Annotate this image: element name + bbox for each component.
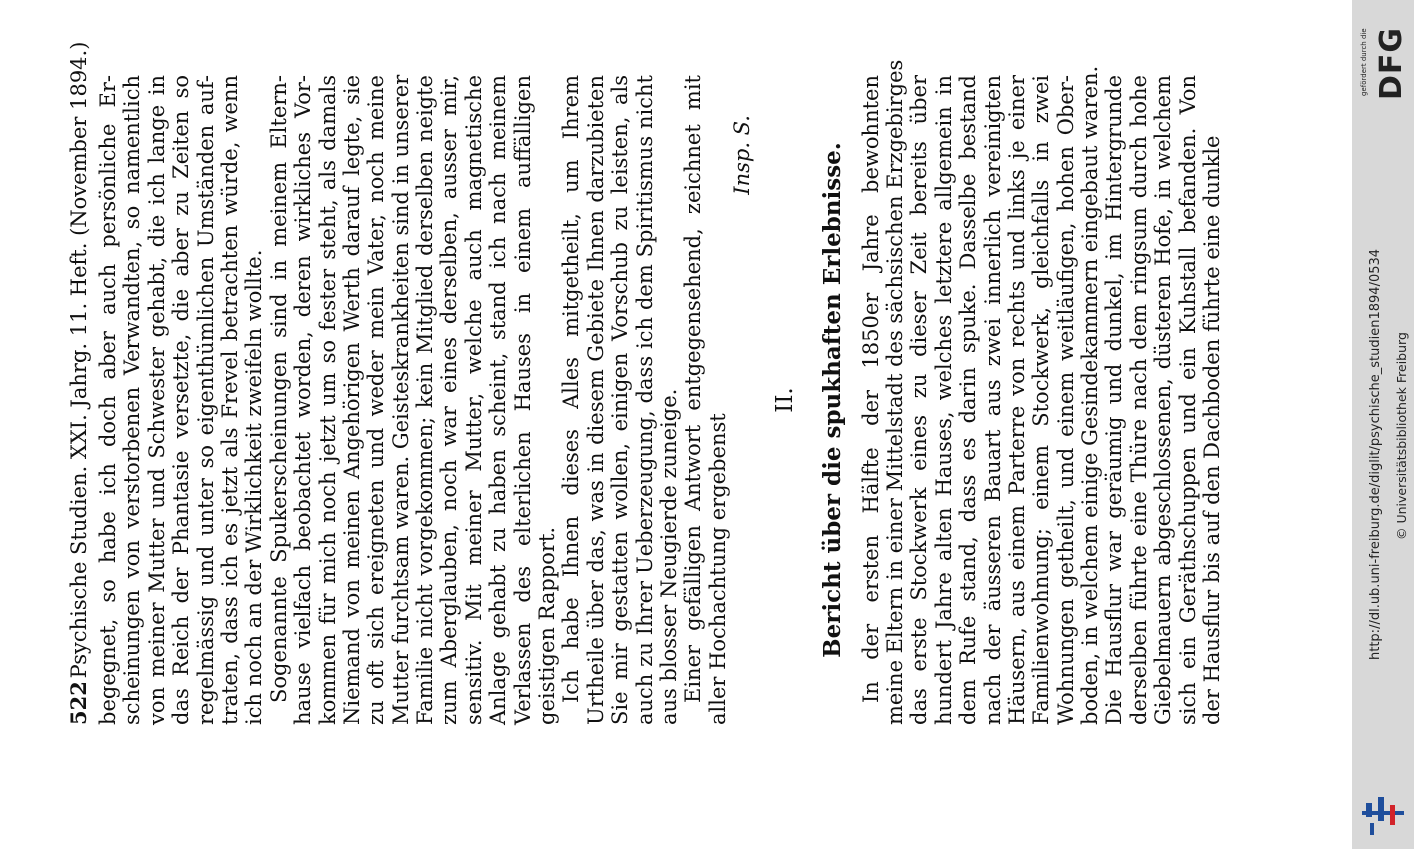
text-line: geistigen Rapport. <box>535 526 560 725</box>
text-line: sich ein Geräthschuppen und ein Kuhstall befanden. Von <box>1175 75 1200 725</box>
text-line: derselben führte eine Thüre nach dem ringsum durch hohe <box>1126 75 1151 725</box>
text-line: Anlage gehabt zu haben scheint, stand ich nach meinem <box>486 75 511 725</box>
text-line: zum Aberglauben, noch war eines derselben, ausser mir, <box>437 75 462 725</box>
text-line: von meiner Mutter und Schwester gehabt, die ich lange in <box>144 75 169 725</box>
text-line: sensitiv. Mit meiner Mutter, welche auch magnetische <box>461 75 486 725</box>
text-line: Niemand von meinen Angehörigen Werth darauf legte, sie <box>339 75 364 725</box>
text-line: Ich habe Ihnen dieses Alles mitgetheilt, um Ihrem <box>559 75 584 703</box>
section-title: Bericht über die spukhaften Erlebnisse. <box>818 142 846 658</box>
page-text-block <box>62 41 1242 725</box>
text-line: meine Eltern in einer Mittelstadt des sächsischen Erzgebirges <box>882 59 907 725</box>
paragraph-2 <box>267 75 560 725</box>
signature: Insp. S. <box>730 115 755 195</box>
text-line: Urtheile über das, was in diesem Gebiete Ihnen darzubieten <box>583 75 608 725</box>
source-url-link[interactable]: http://dl.ub.uni-freiburg.de/diglit/psychische_studien1894/0534 <box>1368 248 1383 660</box>
text-line: scheinungen von verstorbenen Verwandten, so namentlich <box>120 75 145 725</box>
text-line: Sogenannte Spukerscheinungen sind in meinem Eltern- <box>266 75 291 703</box>
text-line: boden, in welchem einige Gesindekammern eingebaut waren. <box>1078 65 1103 725</box>
running-title: Psychische Studien. XXI. Jahrg. 11. Heft. (November 1894.) <box>67 41 91 679</box>
text-line: Mutter furchtsam waren. Geisteskrankheiten sind in unserer <box>388 74 413 725</box>
text-line: Familienwohnung; einem Stockwerk, gleichfalls in zwei <box>1029 75 1054 725</box>
text-line: dem Rufe stand, dass es darin spuke. Dasselbe bestand <box>956 75 981 725</box>
text-line: Giebelmauern abgeschlossenen, düsteren Hofe, in welchem <box>1151 75 1176 725</box>
text-line: hundert Jahre alten Hauses, welches letztere allgemein in <box>931 75 956 725</box>
text-line: aus blosser Neugierde zuneige. <box>656 388 681 725</box>
section-number: II. <box>771 387 798 413</box>
text-line: Wohnungen getheilt, und einem weitläufigen, hohen Ober- <box>1053 75 1078 725</box>
text-line: der Hausflur bis auf den Dachboden führte eine dunkle <box>1200 135 1225 725</box>
text-line: regelmässig und unter so eigenthümlichen Umständen auf- <box>193 75 218 725</box>
text-line: das Reich der Phantasie versetzte, die aber zu Zeiten so <box>169 75 194 725</box>
dfg-logo: DFG <box>1374 26 1409 100</box>
text-line: begegnet, so habe ich doch aber auch persönliche Er- <box>96 75 120 725</box>
text-line: Verlassen des elterlichen Hauses in einem auffälligen <box>510 75 535 725</box>
paragraph-4 <box>681 75 730 725</box>
page-number: 522 <box>66 681 91 725</box>
text-line: das erste Stockwerk eines zu dieser Zeit bereits über <box>907 75 932 725</box>
text-line: nach der äusseren Bauart aus zwei innerlich vereinigten <box>980 75 1005 725</box>
text-line: kommen für mich noch jetzt um so fester steht, als damals <box>315 75 340 725</box>
paragraph-3 <box>559 75 681 725</box>
library-logo-icon <box>1362 793 1404 839</box>
text-line: In der ersten Hälfte der 1850er Jahre bewohnten <box>858 75 883 703</box>
dfg-funding-note: gefördert durch die <box>1360 28 1368 96</box>
text-line: hause vielfach beobachtet worden, deren wirkliches Vor- <box>291 75 316 725</box>
text-line: auch zu Ihrer Ueberzeugung, dass ich dem Spiritismus nicht <box>632 75 657 725</box>
text-line: ich noch an der Wirklichkeit zweifeln wollte. <box>242 249 267 725</box>
copyright-notice: © Universitätsbibliothek Freiburg <box>1394 332 1409 540</box>
running-header <box>62 41 96 725</box>
text-line: Einer gefälligen Antwort entgegensehend, zeichnet mit <box>681 75 706 703</box>
text-line: Sie mir gestatten wollen, einigen Vorschub zu leisten, als <box>608 75 633 725</box>
text-line: aller Hochachtung ergebenst <box>705 413 730 725</box>
text-line: traten, dass ich es jetzt als Frevel betrachten würde, wenn <box>217 75 242 725</box>
paragraph-1 <box>96 75 267 725</box>
text-line: Die Hausflur war geräumig und dunkel, im Hintergrunde <box>1102 75 1127 725</box>
paragraph-5 <box>858 59 1225 725</box>
text-line: Häusern, aus einem Parterre von rechts und links je einer <box>1004 75 1029 725</box>
text-line: zu oft sich ereigneten und weder mein Vater, noch meine <box>364 75 389 725</box>
text-line: Familie nicht vorgekommen; kein Mitglied derselben neigte <box>413 75 438 725</box>
